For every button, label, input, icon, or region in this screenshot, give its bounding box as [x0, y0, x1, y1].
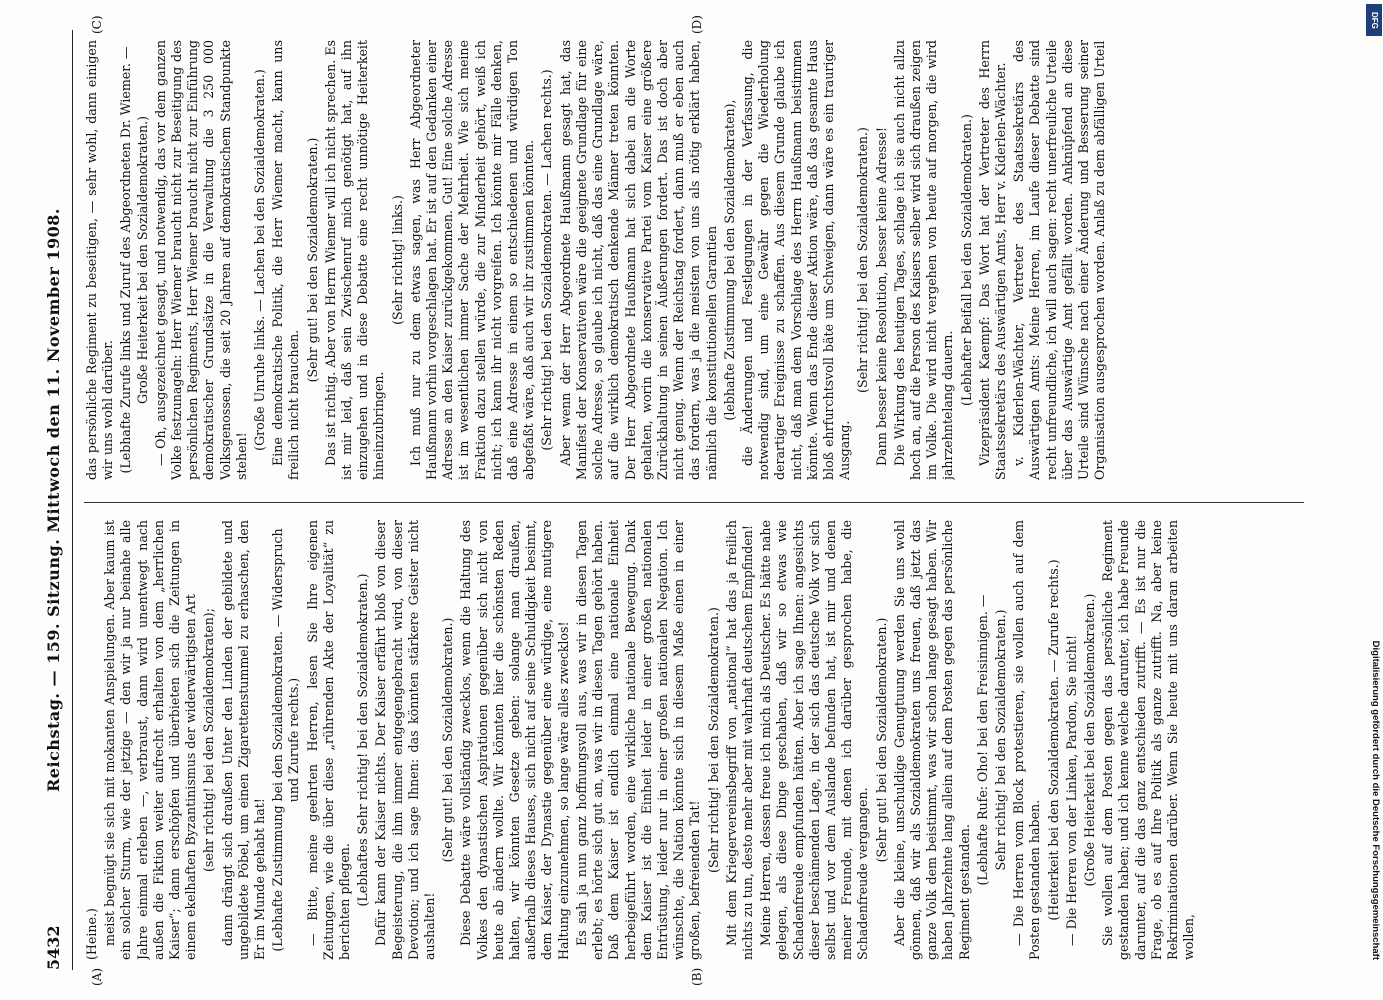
left-text-column	[84, 520, 1304, 960]
text-paragraph: Aber wenn der Herr Abgeordnete Haußmann gesagt hat, das Manifest der Konservativen wäre die geeignete Grundlage für eine solche Adresse, so glaube ich nicht, daß das eine Grundlage wäre, auf die wirklich demokratisch denkende Männer treten könnten. Der Herr Abgeordnete Haußmann hat sich dabei an die Worte gehalten, worin die konservative Partei vom Kaiser eine größere Zurückhaltung in seinen Äußerungen fordert. Das ist doch aber nicht genug. Wenn der Reichstag fordert, dann muß er eben auch das fordern, was ja die meisten von uns als nötig erklärt haben, nämlich die konstitutionellen Garantien	[557, 40, 719, 480]
page-number: 5432	[44, 925, 63, 970]
stage-direction: (Sehr richtig! bei den Sozialdemokraten.)	[855, 127, 871, 393]
header-rule	[72, 30, 73, 970]
text-paragraph: Sie wollen auf dem Posten gegen das persönliche Regiment gestanden haben; und ich kenne welche darunter, ich habe Freunde darunter, auf die das ganz entschieden zutrifft. — Es ist nur die Frage, ob es auf Ihre Politik als ganze zutrifft. Na, aber keine Rekriminationen darüber. Wenn Sie heute mit uns daran arbeiten wollen,	[1100, 520, 1197, 960]
stage-direction: (Sehr richtig! bei den Sozialdemokraten. — Lachen rechts.)	[539, 69, 555, 451]
dfg-logo: DFG	[1366, 4, 1382, 36]
stage-direction: (Sehr gut! bei den Sozialdemokraten.)	[440, 617, 456, 863]
digitization-note-text: Digitalisierung gefördert durch die Deutsche Forschungsgemeinschaft	[1370, 640, 1381, 960]
stage-direction: (Sehr richtig! bei den Sozialdemokraten.)	[705, 607, 721, 873]
text-paragraph: Das ist richtig. Aber von Herrn Wiemer will ich nicht sprechen. Es ist mir leid, daß sein Zwischenruf mich genötigt hat, auf ihn einzugehen und in diese Debatte eine recht unnötige Heiterkeit hineinzubringen.	[322, 40, 387, 480]
stage-direction: (lebhafte Zustimmung bei den Sozialdemokraten),	[721, 99, 737, 421]
text-paragraph: — Oh, ausgezeichnet gesagt, und notwendig, das vor dem ganzen Volke festzunageln: Herr Wiemer braucht nicht zur Beseitigung des persönlichen Regiments, Herr Wiemer braucht nicht zur Einführung demokratischer Grundsätze in die Verwaltung die 3 250 000 Volksgenossen, die seit 20 Jahren auf demokratischem Standpunkte stehen!	[152, 40, 249, 480]
text-paragraph: Diese Debatte wäre vollständig zwecklos, wenn die Haltung des Volkes den dynastischen Aspirationen gegenüber sich nicht von heute ab ändern wollte. Wir könnten hier die schönsten Reden halten, wir könnten Gesetze geben: solange man draußen, außerhalb dieses Hauses, sich nicht auf seine Schuldigkeit besinnt, dem Kaiser, der Dynastie gegenüber eine würdige, eine mutigere Haltung einzunehmen, so lange wäre alles zwecklos!	[458, 520, 571, 960]
column-divider	[84, 502, 1304, 503]
text-paragraph: Ich muß nur zu dem etwas sagen, was Herr Abgeordneter Haußmann vorhin vorgeschlagen hat. Er ist auf den Gedanken einer Adresse an den Kaiser zurückgekommen. Gut! Eine solche Adresse ist im wesentlichen immer Sache der Mehrheit. Wie sich meine Fraktion dazu stellen würde, die zur Minderheit gehört, weiß ich nicht; ich kann ihr nicht vorgreifen. Ich könnte mir Fälle denken, daß eine Adresse in einem so entschiedenen und würdigen Ton abgefaßt wäre, daß auch wir ihr zustimmen könnten.	[407, 40, 537, 480]
stage-direction: (Lebhaftes Sehr richtig! bei den Sozialdemokraten.)	[355, 573, 371, 907]
text-paragraph: — Bitte, meine geehrten Herren, lesen Sie Ihre eigenen Zeitungen, wie die über diese „rührenden Akte der Loyalität“ zu berichten pflegen.	[304, 520, 353, 960]
text-paragraph: Mit dem Kriegervereinsbegriff von „national“ hat das ja freilich nichts zu tun, desto mehr aber mit wahrhaft deutschem Empfinden!	[723, 520, 755, 960]
stage-direction: (Heiterkeit bei den Sozialdemokraten. — Zurufe rechts.)	[1045, 559, 1061, 921]
text-paragraph: Die Wirkung des heutigen Tages, schlage ich sie auch nicht allzu hoch an, auf die Person des Kaisers selber wird sich draußen zeigen im Volke. Die wird nicht vergehen von heute auf morgen, die wird jahrzehntelang dauern.	[891, 40, 956, 480]
text-paragraph: Vizepräsident Kaempf: Das Wort hat der Vertreter des Herrn Staatssekretärs des Auswärtigen Amts, Herr v. Kiderlen-Wächter.	[976, 40, 1008, 480]
margin-marker-c: (C)	[90, 15, 104, 34]
stage-direction: (Lebhafte Rufe: Oho! bei den Freisinnigen. —	[974, 594, 990, 886]
stage-direction: (Lebhafte Zurufe links und Zuruf des Abgeordneten Dr. Wiemer. — Große Heiterkeit bei den Sozialdemokraten.)	[118, 46, 150, 474]
text-paragraph: Meine Herren, dessen freue ich mich als Deutscher. Es hätte nahe gelegen, als diese Dinge geschahen, daß wir so etwas wie Schadenfreude empfunden hätten. Aber ich sage Ihnen: angesichts dieser beschämenden Lage, in der sich das deutsche Volk vor sich selbst und vor dem Auslande befunden hat, ist mir und denen meiner Freunde, mit denen ich darüber gesprochen habe, die Schadenfreude vergangen.	[758, 520, 871, 960]
text-paragraph: die Änderungen und Festlegungen in der Verfassung, die notwendig sind, um eine Gewähr gegen die Wiederholung derartiger Ereignisse zu schaffen. Aus diesem Grunde glaube ich nicht, daß man dem Vorschlage des Herrn Haußmann beistimmen könnte. Wenn das Ende dieser Aktion wäre, daß das gesamte Haus bloß ehrfurchtsvoll bäte um Schweigen, dann wäre es ein trauriger Ausgang.	[739, 40, 853, 480]
text-paragraph: meist begnügt sie sich mit mokanten Anspielungen. Aber kaum ist ein solcher Sturm, wie der jetzige — den wir ja nur beinahe alle Jahre einmal erleben —, verbraust, dann wird unentwegt nach außen die Fiktion weiter aufrecht erhalten von dem „herrlichen Kaiser“; dann erschöpfen und überbieten sich die Zeitungen in einem ekelhaften Byzantinismus der widerwärtigsten Art	[102, 520, 199, 960]
text-paragraph: Eine demokratische Politik, die Herr Wiemer macht, kann uns freilich nicht brauchen.	[270, 40, 302, 480]
stage-direction: (Sehr richtig! links.)	[389, 195, 405, 325]
text-paragraph: — Die Herren von der Linken, Pardon, Sie nicht!	[1063, 634, 1079, 946]
text-paragraph: (Heine.)	[84, 908, 99, 960]
stage-direction: Sehr richtig! bei den Sozialdemokraten.)	[992, 609, 1008, 871]
stage-direction: (Sehr gut! bei den Sozialdemokraten.)	[304, 137, 320, 383]
digitization-note	[1366, 0, 1383, 1000]
right-text-column	[84, 40, 1304, 480]
margin-marker-b: (B)	[690, 967, 704, 986]
text-paragraph: das persönliche Regiment zu beseitigen, — sehr wohl, dann einigen wir uns wohl darüber.	[84, 40, 116, 480]
text-paragraph: Aber die kleine, unschuldige Genugtuung werden Sie uns wohl gönnen, daß wir als Sozialdemokraten uns freuen, daß jetzt das ganze Volk dem beistimmt, was wir schon lange gesagt haben. Wir haben Jahrzehnte lang allein auf dem Posten gegen das persönliche Regiment gestanden.	[891, 520, 972, 960]
text-paragraph: v. Kiderlen-Wächter, Vertreter des Staatssekretärs des Auswärtigen Amts: Meine Herren, im Laufe dieser Debatte sind recht unfreundliche, ich will auch sagen: recht unerfreuliche Urteile über das Auswärtige Amt gefällt worden. Anknüpfend an diese Urteile sind Wünsche nach einer Änderung und Besserung seiner Organisation ausgesprochen worden. Anlaß zu dem abfälligen Urteil	[1011, 40, 1108, 480]
stage-direction: (sehr richtig! bei den Sozialdemokraten);	[201, 608, 217, 872]
stage-direction: (Lebhafter Beifall bei den Sozialdemokraten.)	[958, 114, 974, 406]
text-paragraph: Dann besser keine Resolution, besser keine Adresse!	[873, 127, 889, 466]
text-paragraph: — Die Herren vom Block protestieren, sie wollen auch auf dem Posten gestanden haben.	[1011, 520, 1043, 960]
stage-direction: (Sehr gut! bei den Sozialdemokraten.)	[873, 617, 889, 863]
stage-direction: (Lebhafte Zustimmung bei den Sozialdemokraten. — Widerspruch und Zurufe rechts.)	[270, 528, 302, 952]
text-paragraph: dann drängt sich draußen Unter den Linden der gebildete und ungebildete Pöbel, um einen Zigarettenstummel zu erhaschen, den Er im Munde gehabt hat!	[219, 520, 268, 960]
text-paragraph: Dafür kann der Kaiser nichts. Der Kaiser erfährt bloß von dieser Begeisterung, die ihm immer entgegengebracht wird, von dieser Devotion; und ich sage Ihnen: das könnten stärkere Geister nicht aushalten!	[373, 520, 438, 960]
stage-direction: (Große Heiterkeit bei den Sozialdemokraten.)	[1081, 593, 1097, 887]
margin-marker-d: (D)	[690, 15, 704, 34]
text-paragraph: Es sah ja nun ganz hoffnungsvoll aus, was wir in diesen Tagen erlebt; es hörte sich gut an, was wir in diesen Tagen gehört haben. Daß dem Kaiser ist endlich einmal eine nationale Einheit herbeigeführt worden, eine wirkliche nationale Bewegung. Dank dem Kaiser ist die Einheit leider in einer großen nationalen Entrüstung, leider nur in einer großen nationalen Negation. Ich wünschte, die Nation könnte sich in diesem Maße einen in einer großen, befreienden Tat!	[573, 520, 703, 960]
stage-direction: (Große Unruhe links. — Lachen bei den Sozialdemokraten.)	[252, 69, 268, 451]
margin-marker-a: (A)	[90, 967, 104, 986]
page-title: Reichstag. — 159. Sitzung. Mittwoch den 11. November 1908.	[44, 208, 63, 792]
